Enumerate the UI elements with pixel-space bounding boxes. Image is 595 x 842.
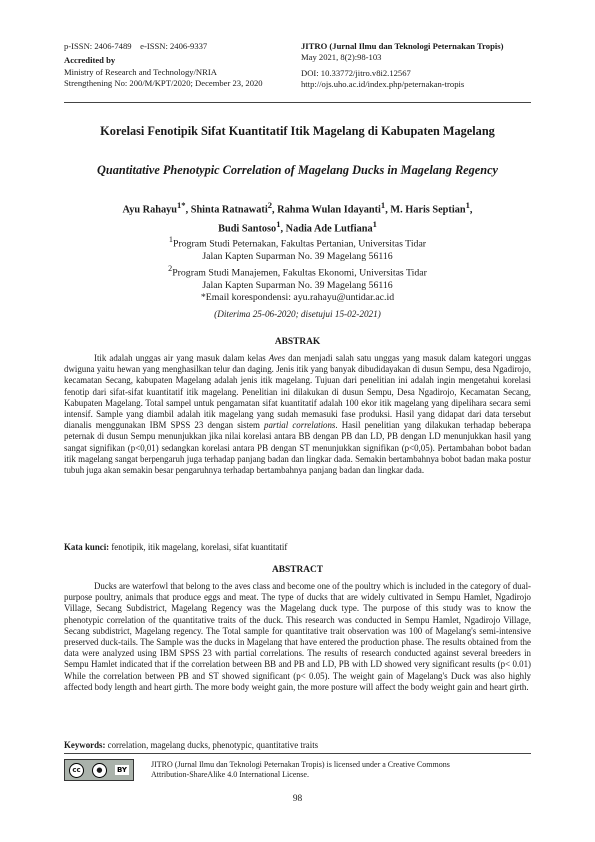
strengthening: Strengthening No: 200/M/KPT/2020; December 23, 2020 [64,78,263,89]
journal-url[interactable]: http://ojs.uho.ac.id/index.php/peternakan-tropis [301,79,465,90]
header-right [301,41,541,91]
cc-by-sa-badge[interactable] [64,759,134,781]
received-dates: (Diterima 25-06-2020; disetujui 15-02-2021) [214,309,381,319]
authors-line-2: Budi Santoso$^1$, Nadia Ade Lutfiana$^1$ [218,219,377,235]
authors-line-1: Ayu Rahayu$^{1*}$, Shinta Ratnawati$^2$, Rahma Wulan Idayanti$^1$, M. Haris Septian$^1$, [122,200,473,216]
accredited-label: Accredited by [64,55,116,66]
kata-kunci-values: fenotipik, itik magelang, korelasi, sifat kuantitatif [111,542,288,552]
affiliation-1-line-2: Jalan Kapten Suparman No. 39 Magelang 56116 [202,250,393,262]
abstrak-body [64,353,531,476]
affiliation-2-line-2: Jalan Kapten Suparman No. 39 Magelang 56116 [202,280,393,292]
abstract-paragraph: Ducks are waterfowl that belong to the aves class and become one of the poultry which is included in the category of dual-purpose poultry, animals that produce eggs and meat. The type of ducks that are widely cultivated in Sempu Hamlet, Ngadirojo Village, Secang Subdistrict, Magelang Regency was the Magelang duck type. The purpose of this study was to know the phenotypic correlation of the quantitative traits of the duck. This research was conducted in Sempu Hamlet, Ngadirojo Village, Secang subdistrict, Magelang regency. The Total sample for quantitative trait observation was 100 of Magelang's semi-intensive preserved duck-tails. The Sample was the ducks in Magelang that have entered the production phase. The results obtained from the data were analyzed using IBM SPSS 23 with partial correlations. The results of research conducted against several breeders in Sempu Hamlet indicated that if the correlation between BB and PB and LD, PB with LD showed very significant results (p< 0.01) While the correlation between PB and ST showed significant (p< 0.05). The weight gain of Magelang's Duck was also highly affected body length and heart girth. The more body weight gain, the more posture will affect the body weight gain and heart girth. [64,581,531,692]
header-divider [64,102,531,103]
keywords-label: Keywords: [64,740,106,750]
doi[interactable]: DOI: 10.33772/jitro.v8i2.12567 [301,67,411,78]
kata-kunci-label: Kata kunci: [64,542,110,552]
abstract-heading: ABSTRACT [271,565,324,575]
ministry: Ministry of Research and Technology/NRIA [64,66,217,77]
affiliation-2-line-1: $^2$Program Studi Manajemen, Fakultas Ekonomi, Universitas Tidar [168,264,427,279]
keywords [64,740,531,750]
attribution-icon: ● [92,763,107,778]
affiliation-1-line-1: $^1$Program Studi Peternakan, Fakultas Pertanian, Universitas Tidar [168,235,427,250]
authors [60,198,535,237]
abstrak-heading: ABSTRAK [274,337,321,347]
abstract-body [64,581,531,693]
abstrak-paragraph: Itik adalah unggas air yang masuk dalam kelas Aves dan menjadi salah satu unggas yang masuk dalam kategori unggas dwiguna yaitu hewan yang menghasilkan telur dan daging. Jenis itik yang banyak dibudidayakan di dusun Sempu, desa Ngadirojo, kecamatan Secang, kabupaten Magelang adalah jenis itik magelang. Tujuan dari penelitian ini adalah ingin mengetahui korelasi fenotip dari sifat-sifat kuantitatif itik magelang. Penelitian ini dilakukan di dusun Sempu, Desa Ngadirojo, Kecamatan Secang, Kabupaten Magelang. Total sampel untuk pengamatan sifat kuantitatif adalah 100 ekor itik magelang yang dipelihara secara semi intensif. Sample yang diambil adalah itik magelang yang sudah memasuki fase produksi. Hasil yang didapat dari data tersebut dianalis menggunakan IBM SPSS 23 dengan sistem partial correlations. Hasil penelitian yang dilakukan terhadap beberapa peternak di dusun Sempu menunjukkan jika nilai korelasi antara BB dengan PB dan LD, PB dengan LD menunjukkan hasil yang sangat signifikan (p<0,01) sedangkan korelasi antara PB dengan ST menunjukkan signifikan (p<0,05). Pertambahan bobot badan itik magelang sangat berpengaruh juga terhadap panjang badan dan lingkar dada. Semakin bertambahnya bobot badan maka postur tubuh juga akan semakin besar pengaruhnya terhadap bertambahnya panjang badan dan lingkar dada. [64,353,531,476]
cc-icon: cc [69,763,84,778]
by-label: BY [116,766,127,774]
issn: p-ISSN: 2406-7489 e-ISSN: 2406-9337 [64,41,208,51]
journal-title: JITRO (Jurnal Ilmu dan Teknologi Peternakan Tropis) [301,41,504,51]
title-english: Quantitative Phenotypic Correlation of Magelang Ducks in Magelang Regency [96,163,499,177]
footer-divider [64,753,531,754]
affiliations [60,234,535,293]
correspondence-email[interactable]: *Email korespondensi: ayu.rahayu@untidar.ac.id [200,292,395,303]
title-indonesian: Korelasi Fenotipik Sifat Kuantitatif Itik Magelang di Kabupaten Magelang [100,124,495,138]
page-number: 98 [292,794,303,804]
license-text [151,760,531,780]
kata-kunci [64,542,531,552]
license-line-2: Attribution-ShareAlike 4.0 International License. [151,770,309,779]
issue-info: May 2021, 8(2):98-103 [301,52,382,63]
header-left [64,41,314,90]
keywords-values: correlation, magelang ducks, phenotypic, quantitative traits [107,740,319,750]
license-line-1: JITRO (Jurnal Ilmu dan Teknologi Peternakan Tropis) is licensed under a Creative Commons [151,760,450,769]
